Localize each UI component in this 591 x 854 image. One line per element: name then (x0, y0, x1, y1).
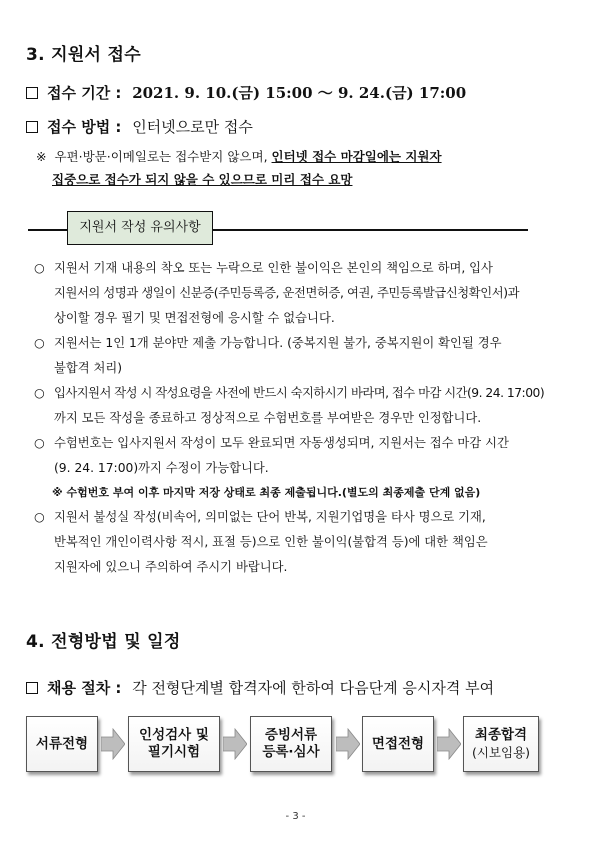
procedure-label: 채용 절차 : (47, 679, 122, 697)
notice-title-box: 지원서 작성 유의사항 (67, 211, 213, 245)
method-value: 인터넷으로만 접수 (132, 118, 253, 136)
flow-arrow-icon (437, 728, 461, 760)
list-item-text: 불합격 처리) (54, 361, 123, 375)
procedure-row (26, 677, 494, 698)
list-item (34, 331, 544, 381)
flow-step-label: 최종합격 (474, 727, 528, 743)
process-flow (0, 716, 591, 772)
list-item-text: 지원서는 1인 1개 분야만 제출 가능합니다. (중복지원 불가, 중복지원이 확인될 경우 (54, 336, 502, 350)
list-item (34, 256, 544, 331)
reception-note-line1 (36, 147, 442, 165)
list-item-text: 반복적인 개인이력사항 적시, 표절 등)으로 인한 불이익(불합격 등)에 대한 책임은 (54, 535, 488, 549)
bullet-circle-icon: ○ (34, 510, 45, 524)
flow-step-label: 서류전형 (35, 735, 89, 752)
list-item-text: 수험번호는 입사지원서 작성이 모두 완료되면 자동생성되며, 지원서는 접수 마감 시간 (54, 436, 509, 450)
note-emphasis-2: 집중으로 접수가 되지 않을 수 있으므로 미리 접수 요망 (52, 172, 353, 187)
flow-arrow-icon (101, 728, 125, 760)
bullet-circle-icon: ○ (34, 261, 45, 275)
flow-step-document-screening (26, 716, 98, 772)
flow-step-label: (시보임용) (471, 745, 531, 760)
list-item (34, 431, 544, 481)
section-4-title: 4. 전형방법 및 일정 (26, 632, 181, 652)
method-label: 접수 방법 : (47, 118, 122, 136)
method-row (26, 116, 253, 137)
period-row (26, 82, 466, 103)
flow-step-label: 필기시험 (147, 744, 201, 760)
section-3-title: 3. 지원서 접수 (26, 45, 141, 65)
note-mark: ※ (36, 149, 47, 164)
list-item-text: 입사지원서 작성 시 작성요령을 사전에 반드시 숙지하시기 바라며, 접수 마감 시간(9. 24. 17:00) (54, 386, 545, 400)
list-item-text: 지원자에 있으니 주의하여 주시기 바랍니다. (54, 560, 288, 574)
list-item-text: 지원서의 성명과 생일이 신분증(주민등록증, 운전면허증, 여권, 주민등록발급신청확인서)과 (54, 286, 520, 300)
checkbox-square-icon (26, 682, 38, 694)
flow-step-label: 면접전형 (371, 735, 425, 752)
flow-step-label: 증빙서류 (264, 727, 318, 743)
list-item-text: 지원서 불성실 작성(비속어, 의미없는 단어 반복, 지원기업명을 타사 명으로 기재, (54, 510, 486, 524)
flow-step-aptitude-written-test (128, 716, 220, 772)
flow-step-label: 등록·심사 (262, 744, 320, 760)
page-number: - 3 - (285, 811, 306, 822)
list-item-text: 지원서 기재 내용의 착오 또는 누락으로 인한 불이익은 본인의 책임으로 하며, 입사 (54, 261, 493, 275)
list-item-text: 까지 모든 작성을 종료하고 정상적으로 수험번호를 부여받은 경우만 인정합니다. (54, 411, 482, 425)
procedure-value: 각 전형단계별 합격자에 한하여 다음단계 응시자격 부여 (132, 679, 495, 697)
list-item-text: 상이할 경우 필기 및 면접전형에 응시할 수 없습니다. (54, 311, 335, 325)
list-item (34, 381, 544, 431)
flow-step-final-pass (463, 716, 539, 772)
list-item (34, 505, 544, 580)
list-item-text: (9. 24. 17:00)까지 수정이 가능합니다. (54, 461, 269, 475)
flow-arrow-icon (223, 728, 247, 760)
period-label: 접수 기간 : (47, 84, 122, 102)
bullet-circle-icon: ○ (34, 336, 45, 350)
note-emphasis-1: 인터넷 접수 마감일에는 지원자 (271, 149, 442, 164)
bullet-circle-icon: ○ (34, 436, 45, 450)
note-plain: 우편·방문·이메일로는 접수받지 않으며, (54, 149, 268, 164)
notice-list (34, 256, 544, 580)
submission-subnote: ※ 수험번호 부여 이후 마지막 저장 상태로 최종 제출됩니다.(별도의 최종제출 단계 없음) (52, 486, 481, 499)
checkbox-square-icon (26, 121, 38, 133)
period-value: 2021. 9. 10.(금) 15:00 ～ 9. 24.(금) 17:00 (132, 84, 467, 102)
reception-note-line2 (52, 170, 352, 188)
flow-step-document-verification (250, 716, 332, 772)
flow-step-label: 인성검사 및 (139, 727, 209, 743)
bullet-circle-icon: ○ (34, 386, 45, 400)
flow-step-interview (362, 716, 434, 772)
flow-arrow-icon (336, 728, 360, 760)
checkbox-square-icon (26, 87, 38, 99)
